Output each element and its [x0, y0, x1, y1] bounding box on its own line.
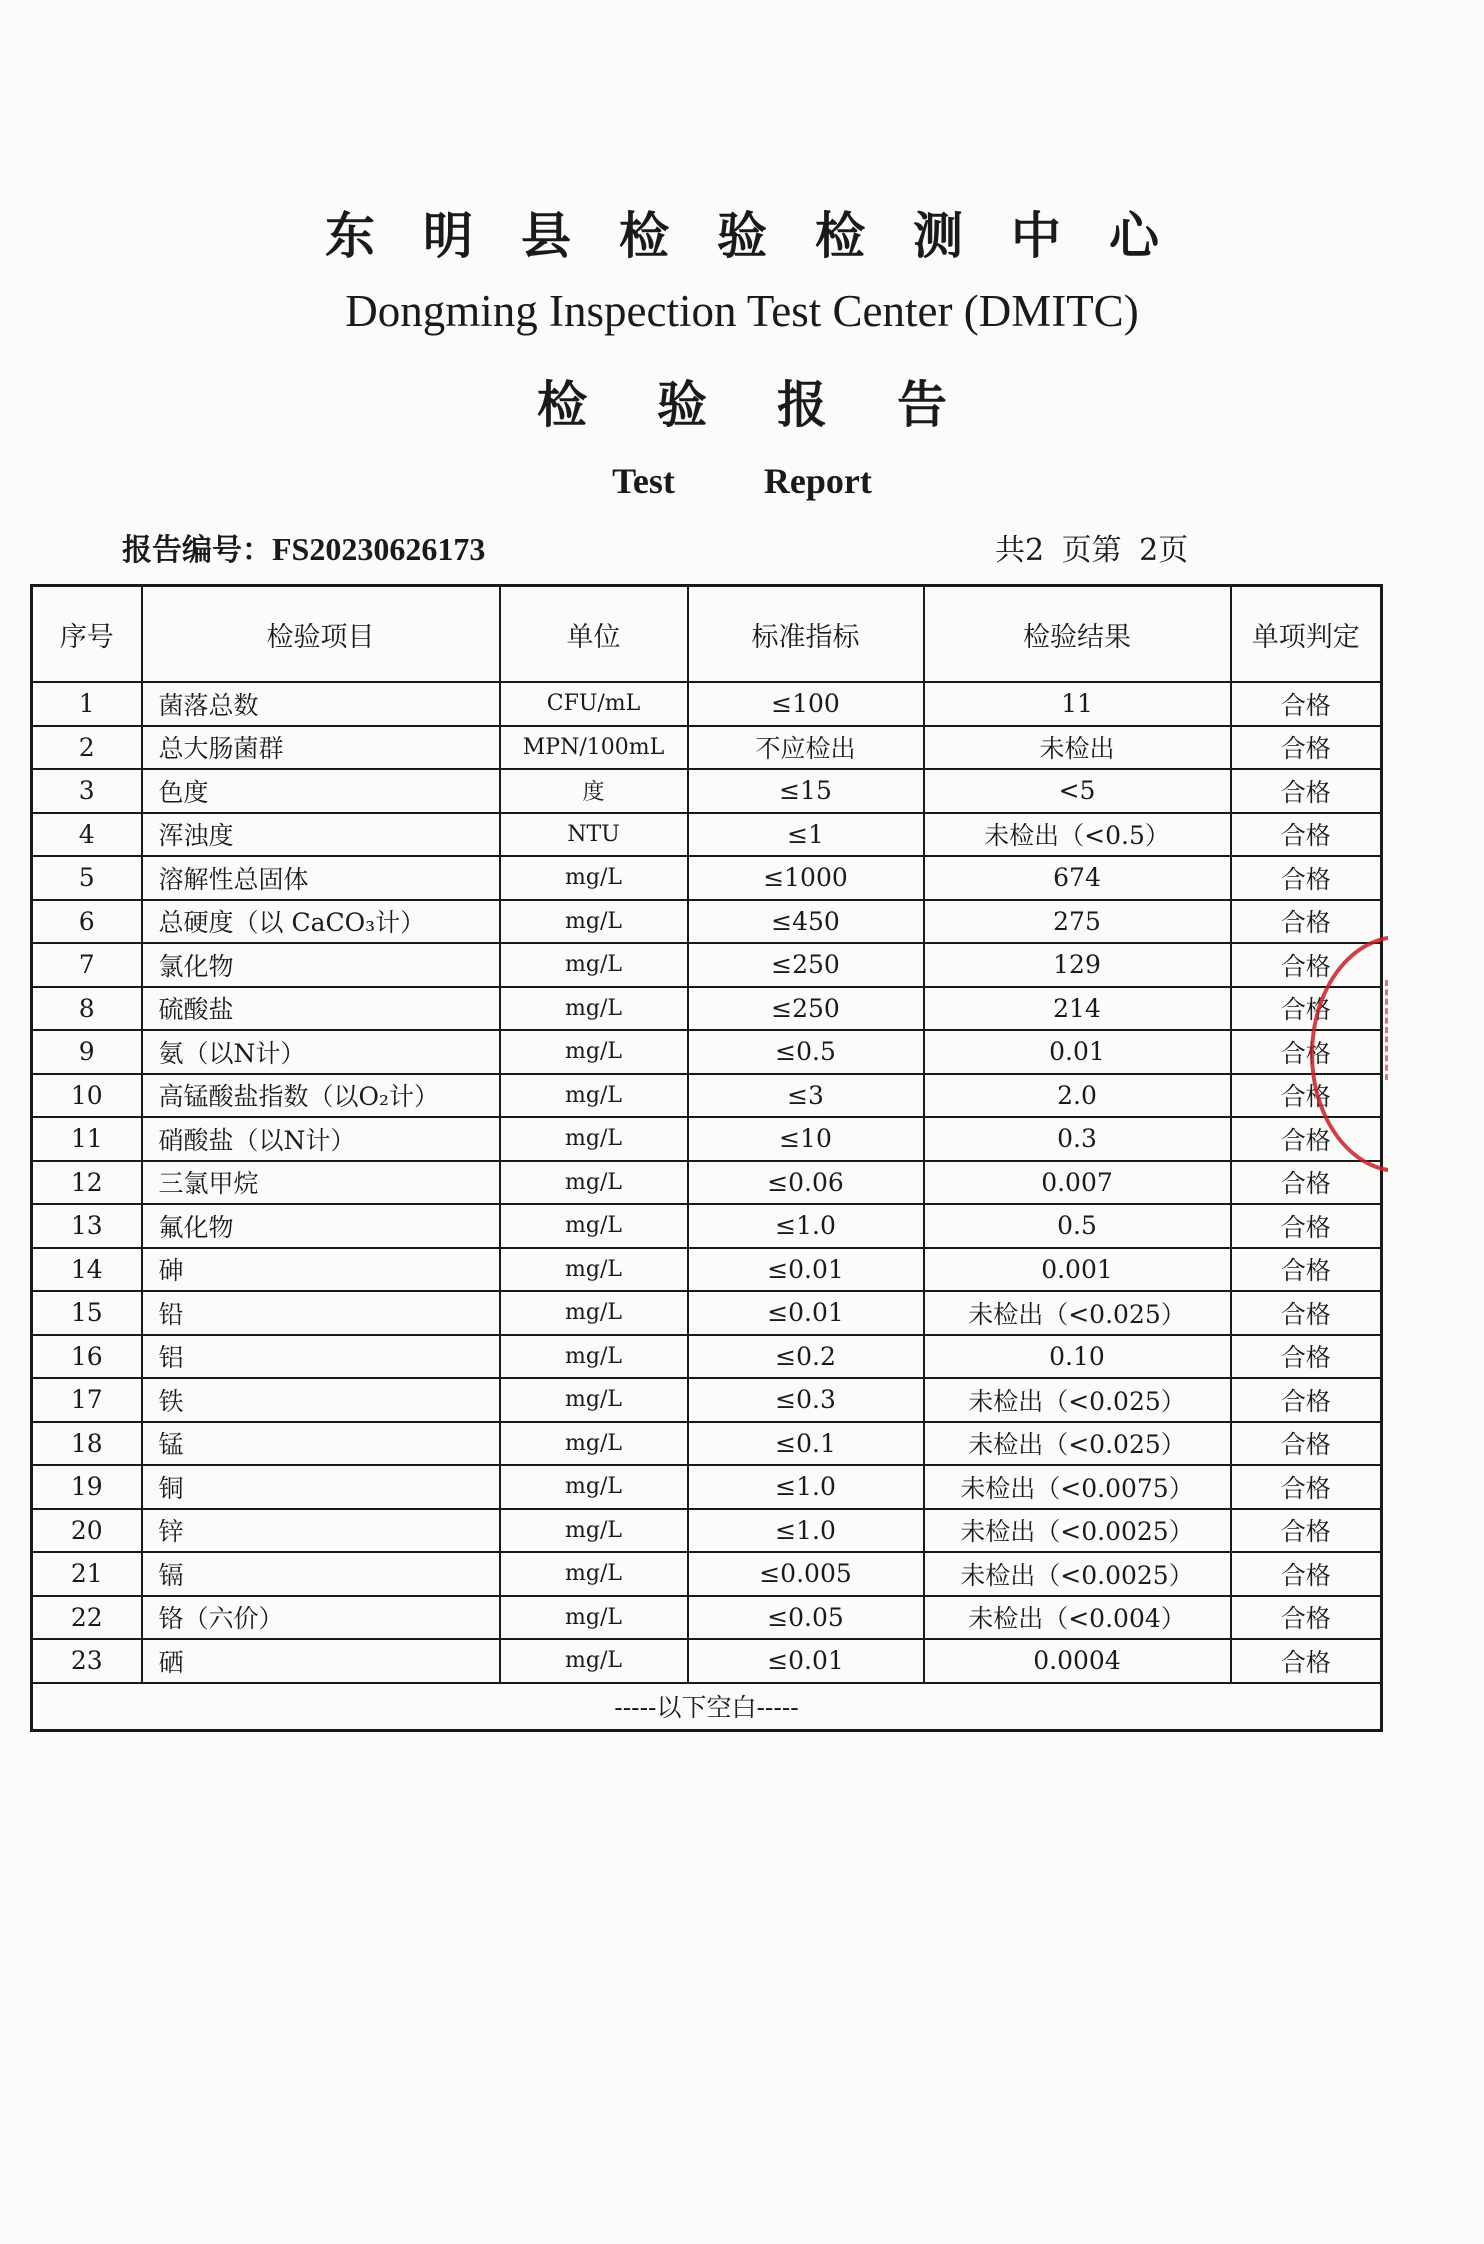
cell-verdict: 合格 [1231, 856, 1382, 900]
cell-standard: ≤250 [688, 987, 924, 1031]
cell-item: 浑浊度 [142, 813, 500, 857]
cell-unit: NTU [500, 813, 688, 857]
table-row [32, 1465, 1382, 1509]
table-footer-row [32, 1683, 1382, 1731]
cell-unit: mg/L [500, 1248, 688, 1292]
cell-no: 20 [32, 1509, 142, 1553]
report-number-label: 报告编号： [122, 533, 272, 568]
cell-no: 7 [32, 943, 142, 987]
cell-unit: MPN/100mL [500, 726, 688, 770]
cell-result: 214 [924, 987, 1231, 1031]
table-row [32, 1378, 1382, 1422]
cell-item: 三氯甲烷 [142, 1161, 500, 1205]
cell-result: 未检出（<0.025） [924, 1291, 1231, 1335]
cell-unit: mg/L [500, 943, 688, 987]
cell-verdict: 合格 [1231, 1596, 1382, 1640]
cell-unit: mg/L [500, 1335, 688, 1379]
cell-item: 铝 [142, 1335, 500, 1379]
table-row [32, 1596, 1382, 1640]
cell-result: 未检出（<0.0075） [924, 1465, 1231, 1509]
cell-standard: ≤15 [688, 769, 924, 813]
cell-result: 0.01 [924, 1030, 1231, 1074]
cell-unit: mg/L [500, 1509, 688, 1553]
cell-verdict: 合格 [1231, 1509, 1382, 1553]
cell-no: 4 [32, 813, 142, 857]
cell-no: 21 [32, 1552, 142, 1596]
cell-unit: 度 [500, 769, 688, 813]
cell-item: 总硬度（以 CaCO₃计） [142, 900, 500, 944]
cell-item: 氨（以N计） [142, 1030, 500, 1074]
cell-item: 镉 [142, 1552, 500, 1596]
cell-result: 275 [924, 900, 1231, 944]
table-row [32, 726, 1382, 770]
cell-verdict: 合格 [1231, 1335, 1382, 1379]
cell-item: 砷 [142, 1248, 500, 1292]
header-result: 检验结果 [924, 586, 1231, 683]
cell-item: 硒 [142, 1639, 500, 1683]
cell-result: 0.0004 [924, 1639, 1231, 1683]
cell-standard: ≤0.005 [688, 1552, 924, 1596]
cell-standard: ≤3 [688, 1074, 924, 1118]
cell-verdict: 合格 [1231, 987, 1382, 1031]
cell-standard: ≤0.01 [688, 1248, 924, 1292]
cell-unit: mg/L [500, 987, 688, 1031]
cell-item: 硝酸盐（以N计） [142, 1117, 500, 1161]
blank-below-note: -----以下空白----- [32, 1683, 1382, 1731]
cell-no: 1 [32, 682, 142, 726]
cell-result: 11 [924, 682, 1231, 726]
table-row [32, 987, 1382, 1031]
cell-verdict: 合格 [1231, 1074, 1382, 1118]
cell-unit: mg/L [500, 1161, 688, 1205]
cell-no: 15 [32, 1291, 142, 1335]
cell-verdict: 合格 [1231, 900, 1382, 944]
cell-standard: ≤1 [688, 813, 924, 857]
table-row [32, 682, 1382, 726]
cell-standard: ≤100 [688, 682, 924, 726]
cell-no: 18 [32, 1422, 142, 1466]
cell-standard: ≤250 [688, 943, 924, 987]
cell-standard: ≤0.2 [688, 1335, 924, 1379]
header-standard: 标准指标 [688, 586, 924, 683]
center-title-en: Dongming Inspection Test Center (DMITC) [345, 286, 1139, 336]
cell-verdict: 合格 [1231, 1030, 1382, 1074]
report-number-value: FS20230626173 [272, 531, 486, 567]
cell-result: 未检出（<0.0025） [924, 1552, 1231, 1596]
cell-unit: mg/L [500, 1465, 688, 1509]
cell-no: 8 [32, 987, 142, 1031]
cell-result: 未检出 [924, 726, 1231, 770]
table-row [32, 900, 1382, 944]
table-row [32, 1248, 1382, 1292]
cell-unit: mg/L [500, 856, 688, 900]
cell-unit: mg/L [500, 1378, 688, 1422]
table-row [32, 1074, 1382, 1118]
report-number [122, 525, 485, 569]
cell-verdict: 合格 [1231, 1639, 1382, 1683]
cell-result: 0.5 [924, 1204, 1231, 1248]
cell-result: 674 [924, 856, 1231, 900]
cell-standard: ≤0.01 [688, 1291, 924, 1335]
cell-no: 6 [32, 900, 142, 944]
cell-no: 17 [32, 1378, 142, 1422]
cell-standard: ≤1000 [688, 856, 924, 900]
table-row [32, 1030, 1382, 1074]
table-row [32, 1161, 1382, 1205]
cell-standard: ≤10 [688, 1117, 924, 1161]
cell-item: 总大肠菌群 [142, 726, 500, 770]
cell-result: 未检出（<0.004） [924, 1596, 1231, 1640]
cell-verdict: 合格 [1231, 1161, 1382, 1205]
red-seal-mark [1385, 980, 1418, 1080]
cell-standard: ≤1.0 [688, 1465, 924, 1509]
table-row [32, 1204, 1382, 1248]
cell-item: 铬（六价） [142, 1596, 500, 1640]
cell-no: 3 [32, 769, 142, 813]
cell-item: 铅 [142, 1291, 500, 1335]
cell-verdict: 合格 [1231, 1117, 1382, 1161]
table-row [32, 1552, 1382, 1596]
report-title-en: Test Report [612, 461, 872, 501]
cell-verdict: 合格 [1231, 1291, 1382, 1335]
report-title-cn: 检验报告 [537, 375, 1017, 434]
cell-verdict: 合格 [1231, 1422, 1382, 1466]
cell-standard: ≤0.5 [688, 1030, 924, 1074]
table-row [32, 1335, 1382, 1379]
cell-unit: mg/L [500, 900, 688, 944]
table-header-row [32, 586, 1382, 683]
cell-verdict: 合格 [1231, 1552, 1382, 1596]
cell-verdict: 合格 [1231, 1378, 1382, 1422]
table-row [32, 1639, 1382, 1683]
cell-standard: ≤450 [688, 900, 924, 944]
cell-result: 未检出（<0.025） [924, 1378, 1231, 1422]
cell-result: 2.0 [924, 1074, 1231, 1118]
header-verdict: 单项判定 [1231, 586, 1382, 683]
cell-unit: mg/L [500, 1422, 688, 1466]
header-unit: 单位 [500, 586, 688, 683]
cell-item: 锌 [142, 1509, 500, 1553]
page-info: 共2 页第 2页 [995, 533, 1189, 568]
cell-verdict: 合格 [1231, 943, 1382, 987]
cell-result: 129 [924, 943, 1231, 987]
table-body [32, 682, 1382, 1683]
cell-result: 0.3 [924, 1117, 1231, 1161]
cell-item: 色度 [142, 769, 500, 813]
cell-verdict: 合格 [1231, 813, 1382, 857]
cell-result: 未检出（<0.5） [924, 813, 1231, 857]
cell-no: 11 [32, 1117, 142, 1161]
results-table-container [30, 584, 1380, 1732]
cell-unit: mg/L [500, 1117, 688, 1161]
cell-standard: 不应检出 [688, 726, 924, 770]
cell-standard: ≤0.3 [688, 1378, 924, 1422]
cell-item: 溶解性总固体 [142, 856, 500, 900]
table-row [32, 856, 1382, 900]
cell-unit: mg/L [500, 1204, 688, 1248]
header-no: 序号 [32, 586, 142, 683]
cell-verdict: 合格 [1231, 1465, 1382, 1509]
cell-verdict: 合格 [1231, 1248, 1382, 1292]
cell-result: 未检出（<0.025） [924, 1422, 1231, 1466]
cell-no: 12 [32, 1161, 142, 1205]
cell-item: 铁 [142, 1378, 500, 1422]
cell-result: 0.10 [924, 1335, 1231, 1379]
cell-standard: ≤0.06 [688, 1161, 924, 1205]
cell-verdict: 合格 [1231, 769, 1382, 813]
cell-no: 22 [32, 1596, 142, 1640]
cell-unit: CFU/mL [500, 682, 688, 726]
cell-verdict: 合格 [1231, 682, 1382, 726]
table-row [32, 1509, 1382, 1553]
cell-no: 10 [32, 1074, 142, 1118]
cell-no: 9 [32, 1030, 142, 1074]
header-item: 检验项目 [142, 586, 500, 683]
center-title-cn: 东明县检验检测中心 [325, 206, 1207, 265]
cell-result: 未检出（<0.0025） [924, 1509, 1231, 1553]
cell-no: 19 [32, 1465, 142, 1509]
cell-item: 锰 [142, 1422, 500, 1466]
table-row [32, 769, 1382, 813]
cell-result: 0.001 [924, 1248, 1231, 1292]
cell-standard: ≤0.1 [688, 1422, 924, 1466]
cell-unit: mg/L [500, 1596, 688, 1640]
cell-standard: ≤0.01 [688, 1639, 924, 1683]
table-row [32, 1117, 1382, 1161]
cell-no: 14 [32, 1248, 142, 1292]
cell-standard: ≤1.0 [688, 1204, 924, 1248]
table-row [32, 813, 1382, 857]
table-row [32, 943, 1382, 987]
cell-no: 23 [32, 1639, 142, 1683]
cell-no: 16 [32, 1335, 142, 1379]
cell-unit: mg/L [500, 1639, 688, 1683]
cell-unit: mg/L [500, 1074, 688, 1118]
cell-unit: mg/L [500, 1291, 688, 1335]
cell-item: 菌落总数 [142, 682, 500, 726]
table-row [32, 1291, 1382, 1335]
cell-standard: ≤1.0 [688, 1509, 924, 1553]
cell-result: <5 [924, 769, 1231, 813]
cell-no: 5 [32, 856, 142, 900]
cell-item: 氯化物 [142, 943, 500, 987]
cell-item: 氟化物 [142, 1204, 500, 1248]
cell-result: 0.007 [924, 1161, 1231, 1205]
cell-no: 2 [32, 726, 142, 770]
table-row [32, 1422, 1382, 1466]
cell-verdict: 合格 [1231, 1204, 1382, 1248]
cell-item: 高锰酸盐指数（以O₂计） [142, 1074, 500, 1118]
results-table [30, 584, 1383, 1732]
cell-unit: mg/L [500, 1030, 688, 1074]
cell-unit: mg/L [500, 1552, 688, 1596]
cell-standard: ≤0.05 [688, 1596, 924, 1640]
cell-no: 13 [32, 1204, 142, 1248]
cell-item: 铜 [142, 1465, 500, 1509]
cell-item: 硫酸盐 [142, 987, 500, 1031]
cell-verdict: 合格 [1231, 726, 1382, 770]
